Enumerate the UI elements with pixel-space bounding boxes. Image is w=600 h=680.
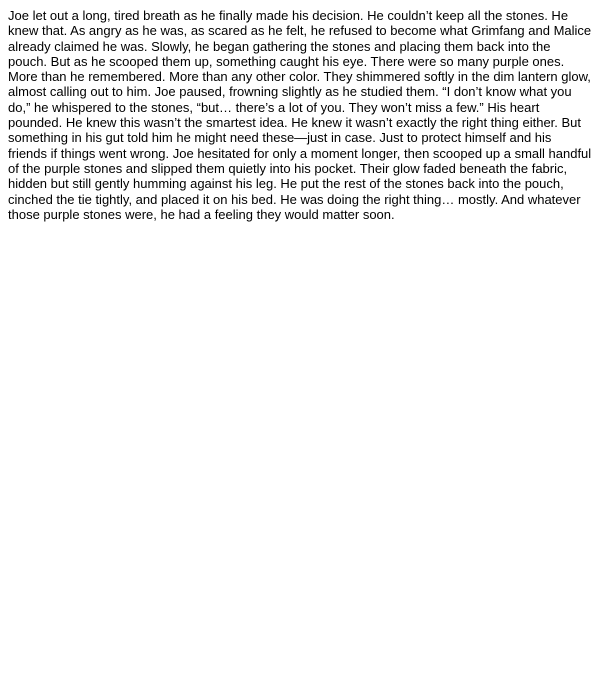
story-paragraph: Joe let out a long, tired breath as he finally made his decision. He couldn’t keep all the stones. He knew that. As angry as he was, as scared as he felt, he refused to become what Grimfang and Malice already claimed he was. Slowly, he began gathering the stones and placing them back into the pouch. But as he scooped them up, something caught his eye. There were so many purple ones. More than he remembered. More than any other color. They shimmered softly in the dim lantern glow, almost calling out to him. Joe paused, frowning slightly as he studied them. “I don’t know what you do,” he whispered to the stones, “but… there’s a lot of you. They won’t miss a few.” His heart pounded. He knew this wasn’t the smartest idea. He knew it wasn’t exactly the right thing either. But something in his gut told him he might need these—just in case. Just to protect himself and his friends if things went wrong. Joe hesitated for only a moment longer, then scooped up a small handful of the purple stones and slipped them quietly into his pocket. Their glow faded beneath the fabric, hidden but still gently humming against his leg. He put the rest of the stones back into the pouch, cinched the tie tightly, and placed it on his bed. He was doing the right thing… mostly. And whatever those purple stones were, he had a feeling they would matter soon. — [8, 8, 592, 222]
